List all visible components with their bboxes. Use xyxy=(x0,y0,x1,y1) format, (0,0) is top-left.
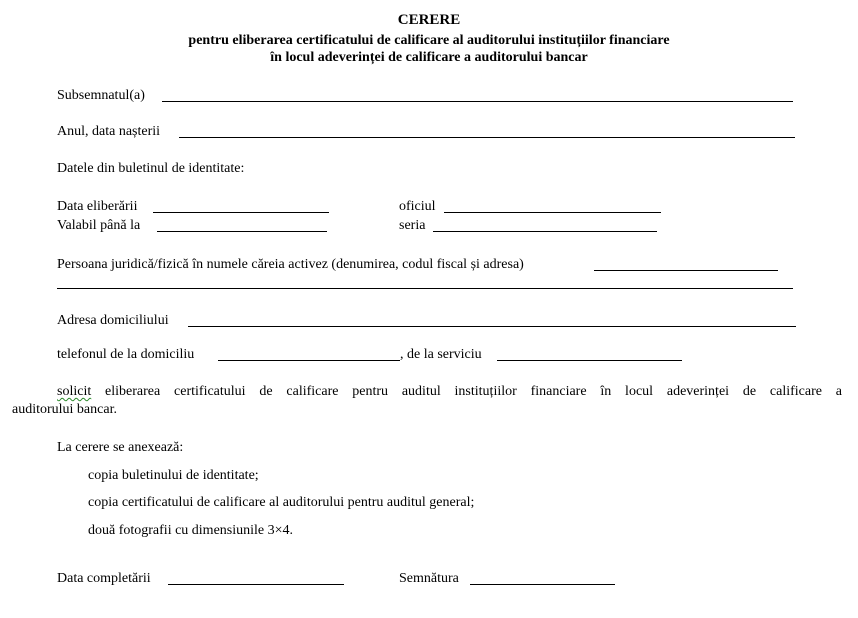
home-address-label: Adresa domiciliului xyxy=(57,313,169,328)
valid-until-label: Valabil până la xyxy=(57,218,141,233)
annex-item: copia buletinului de identitate; xyxy=(88,468,259,483)
legal-person-field-1[interactable] xyxy=(594,270,778,271)
form-title: CERERE xyxy=(397,12,461,28)
home-phone-field[interactable] xyxy=(218,360,400,361)
series-label: seria xyxy=(399,218,426,233)
annex-item: copia certificatului de calificare al auditorului pentru auditul general; xyxy=(88,495,475,510)
legal-person-label: Persoana juridică/fizică în numele căreia activez (denumirea, codul fiscal și adresa) xyxy=(57,257,524,272)
birth-date-field[interactable] xyxy=(179,137,795,138)
completion-date-label: Data completării xyxy=(57,571,151,586)
signature-label: Semnătura xyxy=(399,571,459,586)
form-subtitle-line2: în locul adeverinței de calificare a auditorului bancar xyxy=(270,50,588,65)
work-phone-label: , de la serviciu xyxy=(400,347,482,362)
request-paragraph-line2: auditorului bancar. xyxy=(12,402,117,417)
form-subtitle-line1: pentru eliberarea certificatului de calificare al auditorului instituțiilor financiare xyxy=(188,33,670,48)
request-paragraph-line1 xyxy=(57,384,842,400)
work-phone-field[interactable] xyxy=(497,360,682,361)
annex-item: două fotografii cu dimensiunile 3×4. xyxy=(88,523,294,538)
request-first-word: solicit xyxy=(57,384,92,399)
series-field[interactable] xyxy=(433,231,657,232)
office-field[interactable] xyxy=(444,212,661,213)
legal-person-field-2[interactable] xyxy=(57,288,793,289)
annex-heading: La cerere se anexează: xyxy=(57,440,184,455)
home-address-field[interactable] xyxy=(188,326,796,327)
issue-date-label: Data eliberării xyxy=(57,199,138,214)
completion-date-field[interactable] xyxy=(168,584,344,585)
subsemnatul-label: Subsemnatul(a) xyxy=(57,88,145,103)
office-label: oficiul xyxy=(399,199,436,214)
subsemnatul-field[interactable] xyxy=(162,101,793,102)
valid-until-field[interactable] xyxy=(157,231,327,232)
signature-field[interactable] xyxy=(470,584,615,585)
birth-date-label: Anul, data nașterii xyxy=(57,124,161,139)
request-text-rest: eliberarea certificatului de calificare pentru auditul instituțiilor financiare în locul adeverinței de calificare a xyxy=(91,384,842,399)
issue-date-field[interactable] xyxy=(153,212,329,213)
id-card-heading: Datele din buletinul de identitate: xyxy=(57,161,245,176)
home-phone-label: telefonul de la domiciliu xyxy=(57,347,195,362)
